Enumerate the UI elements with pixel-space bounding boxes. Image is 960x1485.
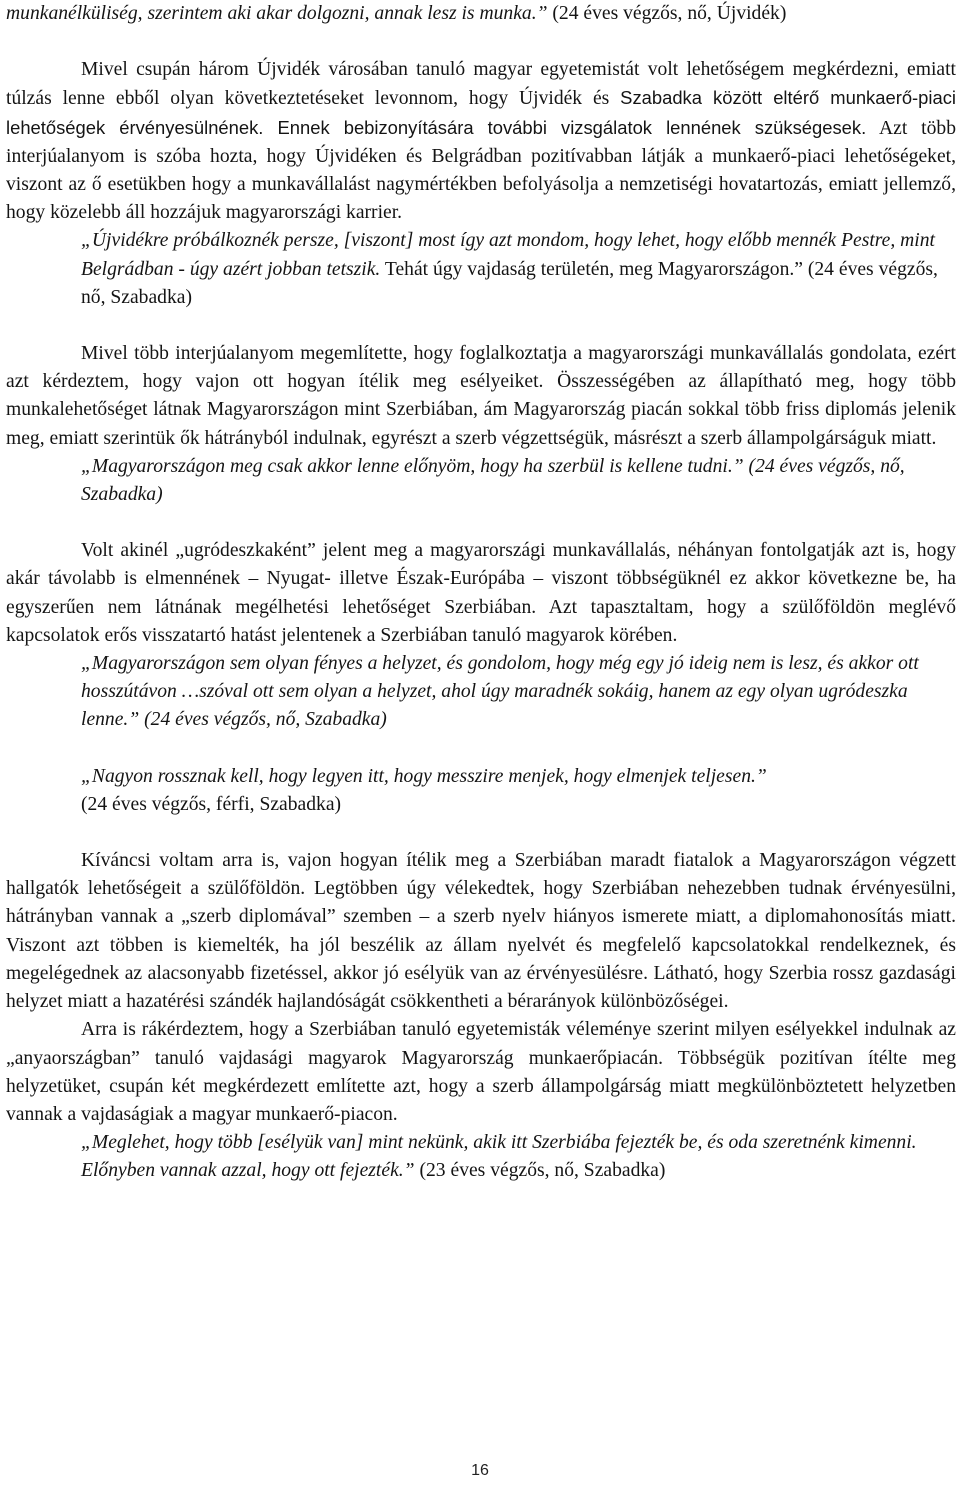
- page-number: 16: [471, 1462, 489, 1479]
- document-page: [6, 0, 956, 1186]
- interview-quote: [81, 763, 956, 819]
- spacer: [6, 819, 956, 847]
- quote-attribution: Tehát úgy vajdaság területén, meg Magyarországon.” (24 éves végzős, nő, Szabadka): [81, 258, 938, 308]
- paragraph-serbia-view: Kíváncsi voltam arra is, vajon hogyan ítélik meg a Szerbiában maradt fiatalok a Magyarországon végzett hallgatók lehetőségeit a szülőföldön. Legtöbben úgy vélekedtek, hogy Szerbiában nehezebben tudnak érvényesülni, hátrányban vannak a „szerb diplomával” szemben – a szerb nyelv hiányos ismerete miatt, a diplomahonosítás miatt. Viszont azt többen is kiemelték, ha jól beszélik az állam nyelvét és megfelelő kapcsolatokkal rendelkeznek, és megelégednek az alacsonyabb fizetéssel, akkor jó esélyük van az érvényesülésre. Látható, hogy Szerbia rossz gazdasági helyzet miatt a hazatérési szándék hajlandóságát csökkentheti a bérarányok különbözőségei.: [6, 850, 956, 1013]
- quote-text: „Meglehet, hogy több [esélyük van] mint nekünk, akik itt Szerbiába fejezték be, és oda szeretnénk kimenni. Előnyben vannak azzal, hogy ott fejezték.”: [81, 1132, 917, 1182]
- paragraph-springboard: Volt akinél „ugródeszkaként” jelent meg a magyarországi munkavállalás, néhányan fontolgatják azt is, hogy akár távolabb is elmennének – Nyugat- illetve Észak-Európába – viszont többségüknél ez akkor következne be, ha egyszerűen nem látnának megélhetési lehetőséget Szerbiában. Azt tapasztaltam, hogy a szülőföldön meglévő kapcsolatok erős visszatartó hatást jelentenek a Szerbiában tanuló magyarok körében.: [6, 540, 956, 646]
- paragraph-quote-ending: [6, 0, 956, 28]
- quote-attribution: (24 éves végzős, férfi, Szabadka): [81, 793, 342, 815]
- quote-attribution: (24 éves végzős, nő, Újvidék): [547, 3, 787, 24]
- spacer: [6, 312, 956, 340]
- paragraph-motherland: Arra is rákérdeztem, hogy a Szerbiában tanuló egyetemisták véleménye szerint milyen esélyekkel indulnak az „anyaországban” tanuló vajdasági magyarok Magyarország munkaerőpiacán. Többségük pozitívan ítélte meg helyzetüket, csupán két megkérdezett említette azt, hogy a szerb állampolgárság miatt megkülönböztetett helyzetben vannak a vajdaságiak a magyar munkaerő-piacon.: [6, 1019, 956, 1125]
- quote-text: „Újvidékre próbálkoznék persze, [viszont] most így azt mondom, hogy lehet, hogy előbb mennék Pestre, mint Belgrádban - úgy azért jobban tetszik.: [81, 230, 935, 280]
- interview-quote: [81, 1129, 956, 1185]
- paragraph-novi-sad: [6, 56, 956, 227]
- paragraph-text-sans: Szabadka között eltérő munkaerő-piaci lehetőségek érvényesülnének. Ennek bebizonyítására további vizsgálatok lennének szükségesek.: [6, 87, 956, 138]
- paragraph-text: Mivel csupán három Újvidék városában tanuló magyar egyetemistát volt lehetőségem megkérdezni, emiatt túlzás lenne ebből olyan következtetéseket levonnom, hogy Újvidék és: [6, 59, 956, 110]
- interview-quote: [81, 227, 956, 312]
- quote-attribution: (24 éves végzős, nő, Szabadka): [81, 455, 905, 506]
- spacer: [6, 735, 956, 763]
- interview-quote: [81, 650, 956, 735]
- quote-text: munkanélküliség, szerintem aki akar dolgozni, annak lesz is munka.”: [6, 3, 548, 24]
- interview-quote: [81, 453, 956, 509]
- spacer: [6, 28, 956, 56]
- quote-attribution: (23 éves végzős, nő, Szabadka): [414, 1160, 666, 1182]
- paragraph-text: Azt több interjúalanyom is szóba hozta, hogy Újvidéken és Belgrádban pozitívabban látják a munkaerő-piaci lehetőségeket, viszont az ő esetükben hogy a munkavállalást nagymértékben befolyásolja a nemzetiségi hovatartozás, emiatt jellemző, hogy közelebb áll hozzájuk magyarországi karrier.: [6, 117, 956, 224]
- paragraph-hungary-work: Mivel több interjúalanyom megemlítette, hogy foglalkoztatja a magyarországi munkavállalás gondolata, ezért azt kérdeztem, hogy vajon ott hogyan ítélik meg esélyeiket. Összességében az állapítható meg, hogy több munkalehetőséget látnak Magyarországon mint Szerbiában, ám Magyarország piacán sokkal több friss diplomás jelenik meg, emiatt szerintük ők hátrányból indulnak, egyrészt a szerb végzettségük, másrészt a szerb állampolgárságuk miatt.: [6, 343, 956, 449]
- quote-text: „Magyarországon sem olyan fényes a helyzet, és gondolom, hogy még egy jó ideig nem is lesz, és akkor ott hosszútávon …szóval ott sem olyan a helyzet, ahol úgy maradnék sokáig, hanem az egy olyan ugródeszka lenne.” (24 éves végzős, nő, Szabadka): [81, 653, 919, 731]
- spacer: [6, 509, 956, 537]
- quote-text: „Nagyon rossznak kell, hogy legyen itt, hogy messzire menjek, hogy elmenjek teljesen.”: [81, 765, 767, 787]
- quote-text: „Magyarországon meg csak akkor lenne előnyöm, hogy ha szerbül is kellene tudni.”: [81, 455, 744, 477]
